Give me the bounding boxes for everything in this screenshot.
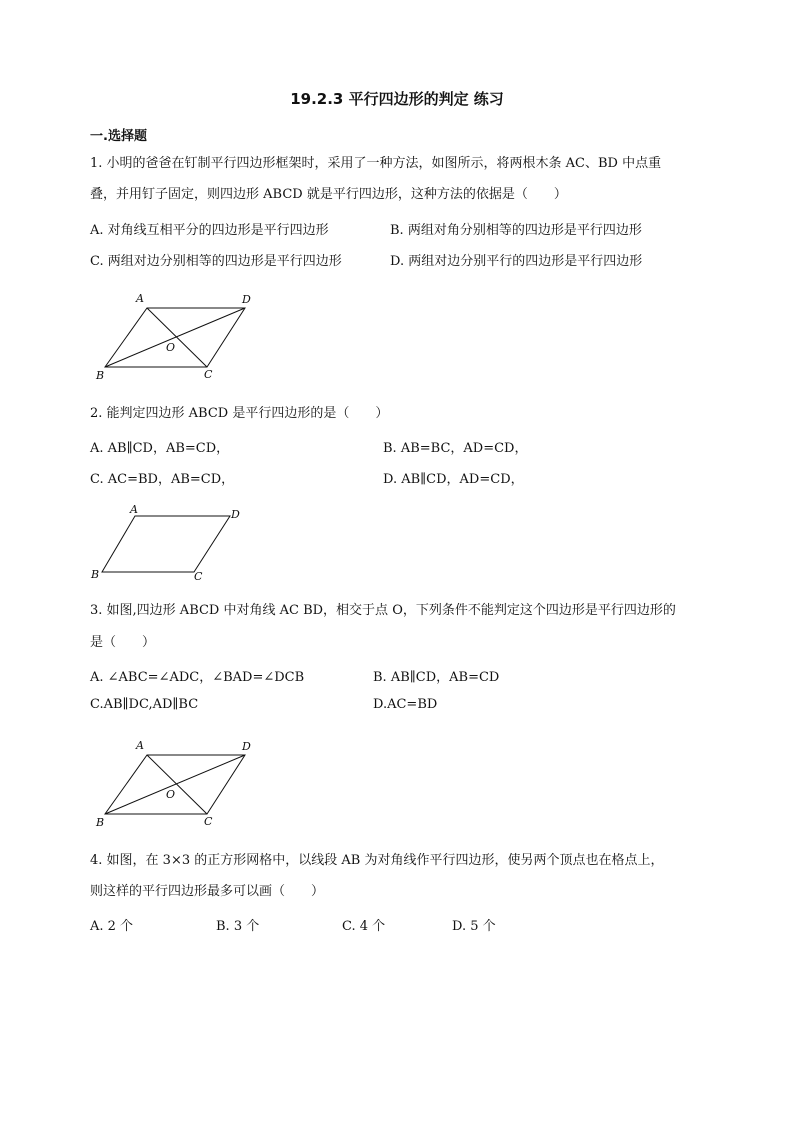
q1-line-2: 叠，并用钉子固定，则四边形 ABCD 就是平行四边形，这种方法的依据是（ ） bbox=[90, 187, 567, 202]
page-title: 19.2.3 平行四边形的判定 练习 bbox=[290, 90, 504, 108]
q3-line-1: 3. 如图,四边形 ABCD 中对角线 AC BD，相交于点 O，下列条件不能判定这个四边形是平行四边形的 bbox=[90, 603, 676, 618]
q2-line-1: 2. 能判定四边形 ABCD 是平行四边形的是（ ） bbox=[90, 406, 389, 421]
q2-label-d: D bbox=[231, 508, 240, 521]
q3-label-a: A bbox=[136, 739, 144, 752]
q4-option-a: A. 2 个 bbox=[90, 919, 134, 934]
q3-label-d: D bbox=[242, 740, 251, 753]
q1-label-o: O bbox=[166, 341, 176, 354]
q3-option-c: C.AB∥DC,AD∥BC bbox=[90, 697, 199, 712]
q2-option-b: B. AB=BC，AD=CD， bbox=[383, 441, 528, 456]
q4-line-1: 4. 如图，在 3×3 的正方形网格中，以线段 AB 为对角线作平行四边形，使另两个顶点也在格点上， bbox=[90, 853, 664, 868]
q3-diagonal-ac bbox=[147, 755, 207, 814]
q3-option-d: D.AC=BD bbox=[373, 697, 438, 712]
q1-label-b: B bbox=[96, 369, 105, 382]
q2-option-d: D. AB∥CD，AD=CD， bbox=[383, 472, 524, 487]
q3-option-a: A. ∠ABC=∠ADC，∠BAD=∠DCB bbox=[90, 670, 305, 685]
q2-label-c: C bbox=[194, 570, 203, 583]
q4-option-b: B. 3 个 bbox=[216, 919, 260, 934]
q3-option-b: B. AB∥CD，AB=CD bbox=[373, 670, 500, 685]
q1-option-c: C. 两组对边分别相等的四边形是平行四边形 bbox=[90, 254, 342, 269]
q1-option-a: A. 对角线互相平分的四边形是平行四边形 bbox=[90, 223, 329, 238]
q1-label-c: C bbox=[204, 368, 213, 381]
q1-label-d: D bbox=[242, 293, 251, 306]
q3-label-c: C bbox=[204, 815, 213, 828]
section-heading: 一.选择题 bbox=[90, 129, 147, 144]
q3-label-b: B bbox=[96, 816, 105, 829]
q4-option-c: C. 4 个 bbox=[342, 919, 386, 934]
q1-option-b: B. 两组对角分别相等的四边形是平行四边形 bbox=[390, 223, 642, 238]
q2-label-a: A bbox=[130, 503, 138, 516]
q1-option-d: D. 两组对边分别平行的四边形是平行四边形 bbox=[390, 254, 643, 269]
q4-option-d: D. 5 个 bbox=[452, 919, 496, 934]
q2-option-a: A. AB∥CD，AB=CD， bbox=[90, 441, 230, 456]
q3-label-o: O bbox=[166, 788, 176, 801]
q4-line-2: 则这样的平行四边形最多可以画（ ） bbox=[90, 884, 325, 899]
q1-label-a: A bbox=[136, 292, 144, 305]
q2-label-b: B bbox=[91, 568, 100, 581]
q1-line-1: 1. 小明的爸爸在钉制平行四边形框架时，采用了一种方法，如图所示，将两根木条 AC、BD 中点重 bbox=[90, 156, 662, 171]
q3-line-2: 是（ ） bbox=[90, 635, 156, 650]
q2-option-c: C. AC=BD，AB=CD， bbox=[90, 472, 235, 487]
